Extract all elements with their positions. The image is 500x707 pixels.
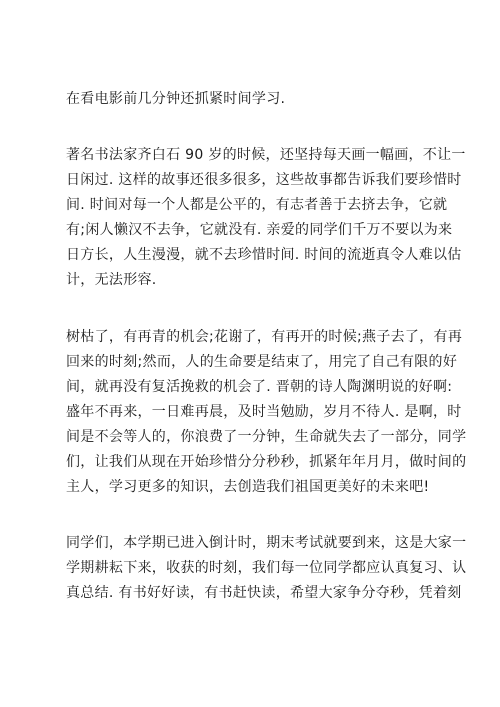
paragraph-4-line-3: 真总结. 有书好好读，有书赶快读，希望大家争分夺秒，凭着刻 [66,585,462,601]
paragraph-2-line-1: 著名书法家齐白石 90 岁的时候，还坚持每天画一幅画，不让一 [66,147,466,163]
paragraph-2-line-3: 间. 时间对每一个人都是公平的，有志者善于去挤去争，它就 [66,197,448,213]
paragraph-2-line-4: 有;闲人懒汉不去争，它就没有. 亲爱的同学们千万不要以为来 [66,222,453,238]
paragraph-4-line-1: 同学们，本学期已进入倒计时，期末考试就要到来，这是大家一 [66,535,467,551]
paragraph-3-line-6: 们，让我们从现在开始珍惜分分秒秒，抓紧年年月月，做时间的 [66,454,467,470]
paragraph-2-line-5: 日方长，人生漫漫，就不去珍惜时间. 时间的流逝真令人难以估 [66,247,462,263]
paragraph-1-line-1: 在看电影前几分钟还抓紧时间学习. [66,91,286,107]
paragraph-3-line-7: 主人，学习更多的知识，去创造我们祖国更美好的未来吧! [66,479,430,495]
paragraph-2-line-6: 计，无法形容. [66,272,157,288]
paragraph-3-line-2: 回来的时刻;然而，人的生命要是结束了，用完了自己有限的好 [66,354,458,370]
paragraph-3-line-4: 盛年不再来，一日难再晨，及时当勉励，岁月不待人. 是啊，时 [66,404,462,420]
paragraph-3-line-1: 树枯了，有再青的机会;花谢了，有再开的时候;燕子去了，有再 [66,329,463,345]
paragraph-3-line-5: 间是不会等人的，你浪费了一分钟，生命就失去了一部分，同学 [66,429,467,445]
paragraph-2-line-2: 日闲过. 这样的故事还很多很多，这些故事都告诉我们要珍惜时 [66,172,462,188]
paragraph-4-line-2: 学期耕耘下来，收获的时刻，我们每一位同学都应认真复习、认 [66,560,467,576]
paragraph-3-line-3: 间，就再没有复活挽救的机会了. 晋朝的诗人陶渊明说的好啊: [66,379,453,395]
